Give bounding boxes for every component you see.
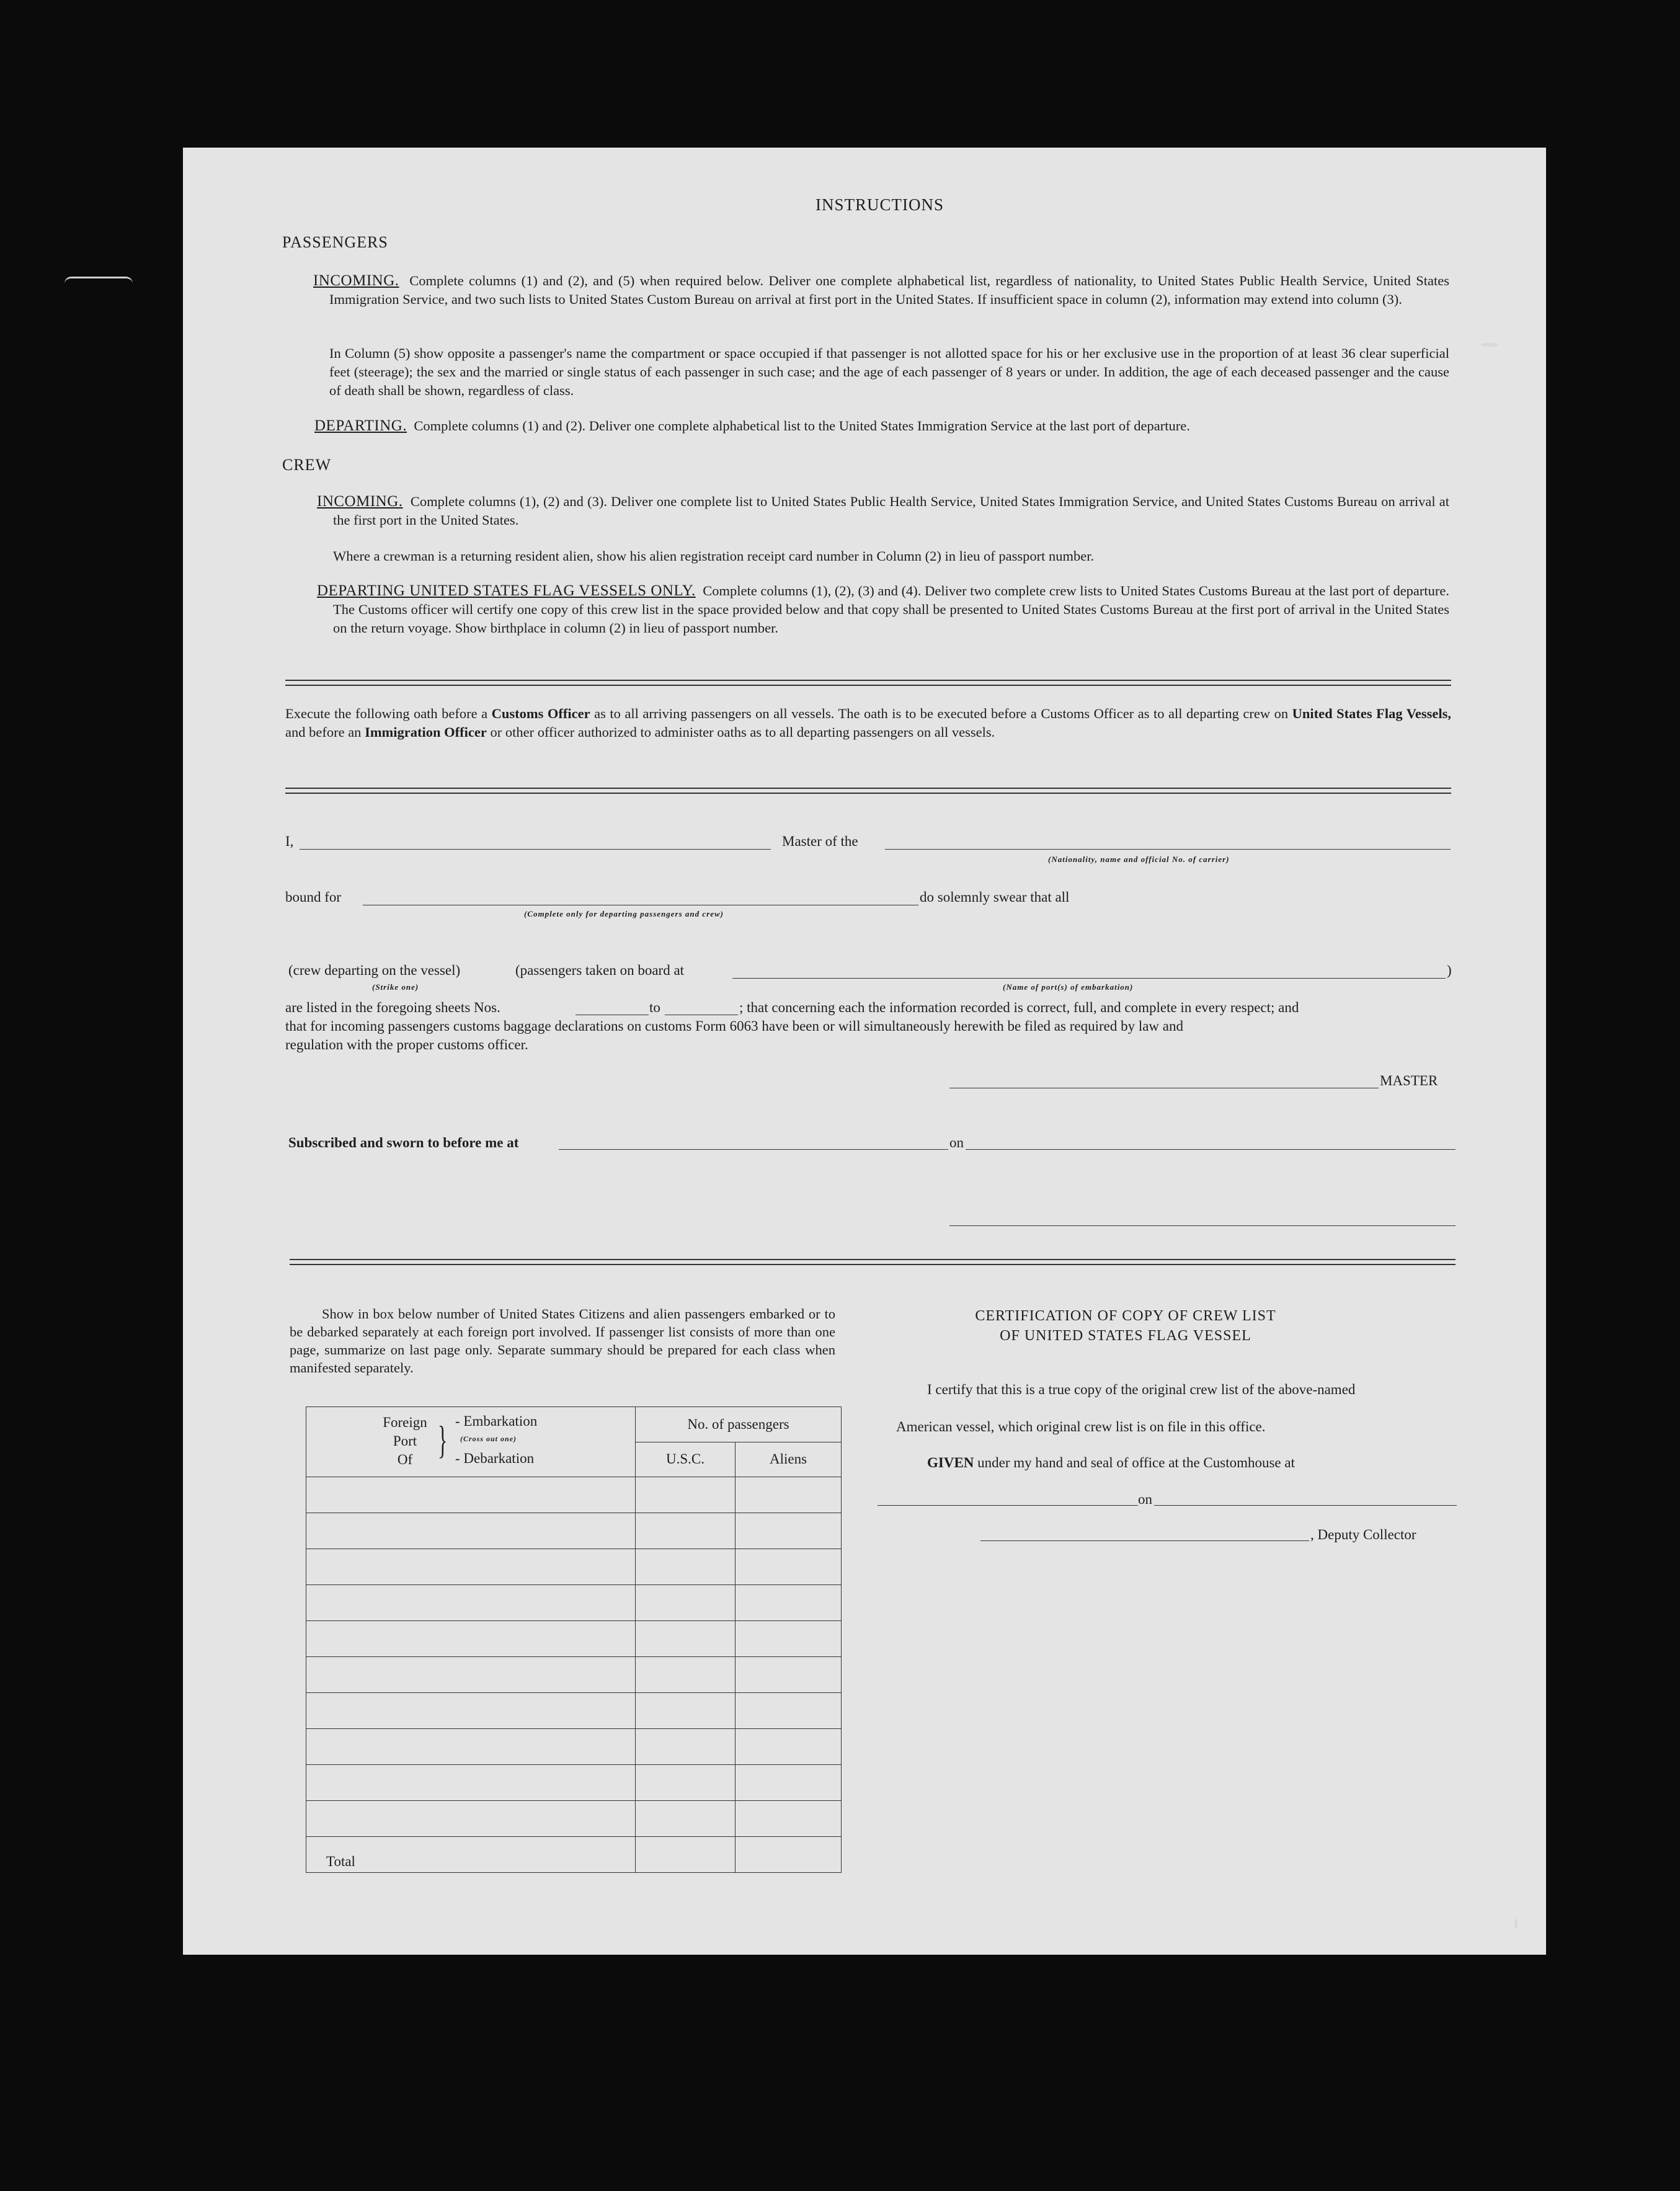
debarkation-option[interactable]: - Debarkation — [455, 1451, 535, 1466]
foreign-port-header — [306, 1407, 636, 1477]
passengers-heading: PASSENGERS — [282, 233, 388, 251]
aliens-cell[interactable] — [736, 1585, 842, 1621]
no-passengers-header: No. of passengers — [636, 1407, 842, 1442]
aliens-cell[interactable] — [736, 1801, 842, 1837]
usc-cell[interactable] — [636, 1801, 736, 1837]
scan-artifact — [1514, 1919, 1518, 1929]
port-cell[interactable] — [306, 1513, 636, 1549]
table-row — [306, 1765, 842, 1801]
certification-title-line2: OF UNITED STATES FLAG VESSEL — [1000, 1328, 1251, 1344]
total-label: Total — [306, 1837, 636, 1873]
oath-instructions-pre: Execute the following oath before a — [285, 706, 488, 721]
crew-departing-label: DEPARTING UNITED STATES FLAG VESSELS ONLY. — [317, 582, 696, 599]
aliens-cell[interactable] — [736, 1765, 842, 1801]
aliens-cell[interactable] — [736, 1693, 842, 1729]
usc-cell[interactable] — [636, 1549, 736, 1585]
passengers-departing-paragraph — [314, 417, 1449, 435]
brace-icon: } — [438, 1418, 448, 1462]
cert-on-label: on — [1138, 1491, 1152, 1507]
table-row — [306, 1621, 842, 1657]
table-row — [306, 1729, 842, 1765]
sworn-date-line[interactable] — [966, 1149, 1456, 1150]
usc-cell[interactable] — [636, 1477, 736, 1513]
usc-cell[interactable] — [636, 1657, 736, 1693]
deputy-collector-label: , Deputy Collector — [1310, 1527, 1416, 1542]
foreign-label: Foreign — [383, 1415, 427, 1430]
listed-pre-text: are listed in the foregoing sheets Nos. — [285, 1000, 500, 1015]
crew-departing-text: Complete columns (1), (2), (3) and (4). Deliver two complete crew lists to United States Customs Bureau at the last port of departure. The Customs officer will certify one copy of this crew list in the space provided below and that copy shall be presented to United States Customs Bureau at the first port of arrival in the United States on the return voyage. Show birthplace in column (2) in lieu of passport number. — [333, 583, 1450, 636]
aliens-cell[interactable] — [736, 1513, 842, 1549]
passengers-taken-option: (passengers taken on board at — [515, 962, 685, 978]
passengers-incoming-text: Complete columns (1) and (2), and (5) when required below. Deliver one complete alphabetical list, regardless of nationality, to United States Public Health Service, United States Immigration Service, and two such lists to United States Custom Bureau on arrival at first port in the United States. If insufficient space in column (2), information may extend into column (3). — [329, 273, 1450, 307]
aliens-cell[interactable] — [736, 1477, 842, 1513]
master-label: MASTER — [1380, 1073, 1438, 1088]
total-aliens-cell[interactable] — [736, 1837, 842, 1873]
embarkation-ports-line[interactable] — [732, 978, 1446, 979]
usc-header: U.S.C. — [636, 1442, 736, 1477]
of-label: Of — [397, 1452, 413, 1467]
oath-instructions — [285, 704, 1451, 742]
passengers-departing-label: DEPARTING. — [314, 417, 407, 434]
column5-paragraph: In Column (5) show opposite a passenger's name the compartment or space occupied if that passenger is not allotted space for his or her exclusive use in the proportion of at least 36 clear superficial feet (steerage); the sex and the married or single status of each passenger in such case; and the age of each passenger of 8 years or under. In addition, the age of each deceased passenger and the cause of death shall be shown, regardless of class. — [329, 345, 1449, 398]
usc-cell[interactable] — [636, 1729, 736, 1765]
close-paren: ) — [1447, 962, 1452, 978]
divider — [285, 680, 1451, 686]
summary-instructions: Show in box below number of United States Citizens and alien passengers embarked or to be debarked separately at each foreign port involved. If passenger list consists of more than one page, summarize on last page only. Separate summary should be prepared for each class when manifested separately. — [290, 1306, 835, 1375]
cert-date-line[interactable] — [1154, 1505, 1457, 1506]
port-cell[interactable] — [306, 1729, 636, 1765]
usc-cell[interactable] — [636, 1621, 736, 1657]
port-cell[interactable] — [306, 1585, 636, 1621]
table-row — [306, 1693, 842, 1729]
scan-artifact — [64, 277, 133, 283]
crew-departing-option: (crew departing on the vessel) — [288, 962, 461, 978]
aliens-header: Aliens — [736, 1442, 842, 1477]
port-cell[interactable] — [306, 1765, 636, 1801]
port-cell[interactable] — [306, 1621, 636, 1657]
table-row — [306, 1549, 842, 1585]
swear-label: do solemnly swear that all — [920, 889, 1070, 905]
officer-signature-line[interactable] — [949, 1225, 1456, 1226]
oath-instructions-flag-vessels: United States Flag Vessels, — [1292, 706, 1452, 721]
crew-heading: CREW — [282, 456, 332, 474]
passengers-incoming-label: INCOMING. — [313, 272, 399, 289]
crew-incoming-text: Complete columns (1), (2) and (3). Deliver one complete list to United States Public Health Service, United States Immigration Service, and United States Customs Bureau on arrival at the first port in the United States. — [333, 494, 1450, 528]
oath-line3: regulation with the proper customs officer. — [285, 1037, 528, 1052]
given-label: GIVEN — [927, 1455, 974, 1470]
sworn-place-line[interactable] — [559, 1149, 948, 1150]
aliens-cell[interactable] — [736, 1549, 842, 1585]
customhouse-line[interactable] — [878, 1505, 1138, 1506]
complete-only-note: (Complete only for departing passengers and crew) — [524, 909, 724, 918]
port-cell[interactable] — [306, 1549, 636, 1585]
oath-instructions-end: or other officer authorized to administer oaths as to all departing passengers on all vessels. — [490, 724, 995, 740]
form-sheet — [183, 148, 1546, 1955]
listed-post: ; that concerning each the information recorded is correct, full, and complete in every respect; and — [739, 1000, 1299, 1015]
oath-instructions-mid2: and before an — [285, 724, 362, 740]
aliens-cell[interactable] — [736, 1729, 842, 1765]
given-rest: under my hand and seal of office at the Customhouse at — [977, 1455, 1295, 1470]
strike-one-note: (Strike one) — [372, 982, 419, 992]
oath-line2: that for incoming passengers customs baggage declarations on customs Form 6063 have been or will simultaneously herewith be filed as required by law and — [285, 1018, 1184, 1034]
passengers-incoming-paragraph — [313, 272, 1449, 309]
subscribed-label: Subscribed and sworn to before me at — [288, 1135, 519, 1150]
certify-text: I certify that this is a true copy of the original crew list of the above-named — [927, 1382, 1356, 1397]
divider — [285, 788, 1451, 794]
american-vessel-text: American vessel, which original crew list is on file in this office. — [896, 1419, 1266, 1434]
passenger-summary-table — [306, 1407, 842, 1873]
bound-for-label: bound for — [285, 889, 342, 905]
sworn-on-label: on — [949, 1135, 964, 1150]
instructions-title: INSTRUCTIONS — [816, 195, 944, 214]
oath-instructions-mid1: as to all arriving passengers on all vessels. The oath is to be executed before a Customs Officer as to all departing crew on — [594, 706, 1289, 721]
ports-note: (Name of port(s) of embarkation) — [1003, 982, 1134, 992]
port-label: Port — [393, 1433, 417, 1449]
crew-incoming-paragraph — [317, 492, 1449, 530]
nationality-note: (Nationality, name and official No. of carrier) — [1048, 855, 1230, 864]
carrier-line[interactable] — [885, 849, 1451, 850]
cross-out-note: (Cross out one) — [460, 1434, 517, 1443]
table-row — [306, 1513, 842, 1549]
port-cell[interactable] — [306, 1477, 636, 1513]
oath-instructions-immigration-officer: Immigration Officer — [365, 724, 487, 740]
oath-instructions-customs-officer: Customs Officer — [491, 706, 590, 721]
crew-incoming-label: INCOMING. — [317, 493, 403, 510]
table-row — [306, 1585, 842, 1621]
port-cell[interactable] — [306, 1693, 636, 1729]
oath-i-label: I, — [285, 833, 294, 849]
usc-cell[interactable] — [636, 1513, 736, 1549]
table-row — [306, 1657, 842, 1693]
given-text — [927, 1455, 1295, 1471]
passengers-departing-text: Complete columns (1) and (2). Deliver one complete alphabetical list to the United States Immigration Service at the last port of departure. — [414, 418, 1190, 433]
table-row — [306, 1477, 842, 1513]
crew-departing-paragraph — [317, 582, 1449, 638]
table-row — [306, 1801, 842, 1837]
usc-cell[interactable] — [636, 1693, 736, 1729]
port-cell[interactable] — [306, 1801, 636, 1837]
usc-cell[interactable] — [636, 1765, 736, 1801]
total-row — [306, 1837, 842, 1873]
scan-artifact — [1481, 343, 1498, 347]
total-usc-cell[interactable] — [636, 1837, 736, 1873]
aliens-cell[interactable] — [736, 1621, 842, 1657]
aliens-cell[interactable] — [736, 1657, 842, 1693]
certification-title-line1: CERTIFICATION OF COPY OF CREW LIST — [975, 1308, 1276, 1324]
deputy-signature-line[interactable] — [980, 1540, 1309, 1541]
certification-title — [952, 1306, 1299, 1346]
to-label: to — [649, 1000, 660, 1015]
listed-pre — [285, 1000, 500, 1016]
crew-alien-paragraph: Where a crewman is a returning resident alien, show his alien registration receipt card number in Column (2) in lieu of passport number. — [333, 548, 1095, 564]
usc-cell[interactable] — [636, 1585, 736, 1621]
port-cell[interactable] — [306, 1657, 636, 1693]
master-of-the-label: Master of the — [782, 833, 858, 849]
master-name-line[interactable] — [300, 849, 771, 850]
divider — [290, 1259, 1456, 1265]
embarkation-option[interactable]: - Embarkation — [455, 1413, 538, 1429]
